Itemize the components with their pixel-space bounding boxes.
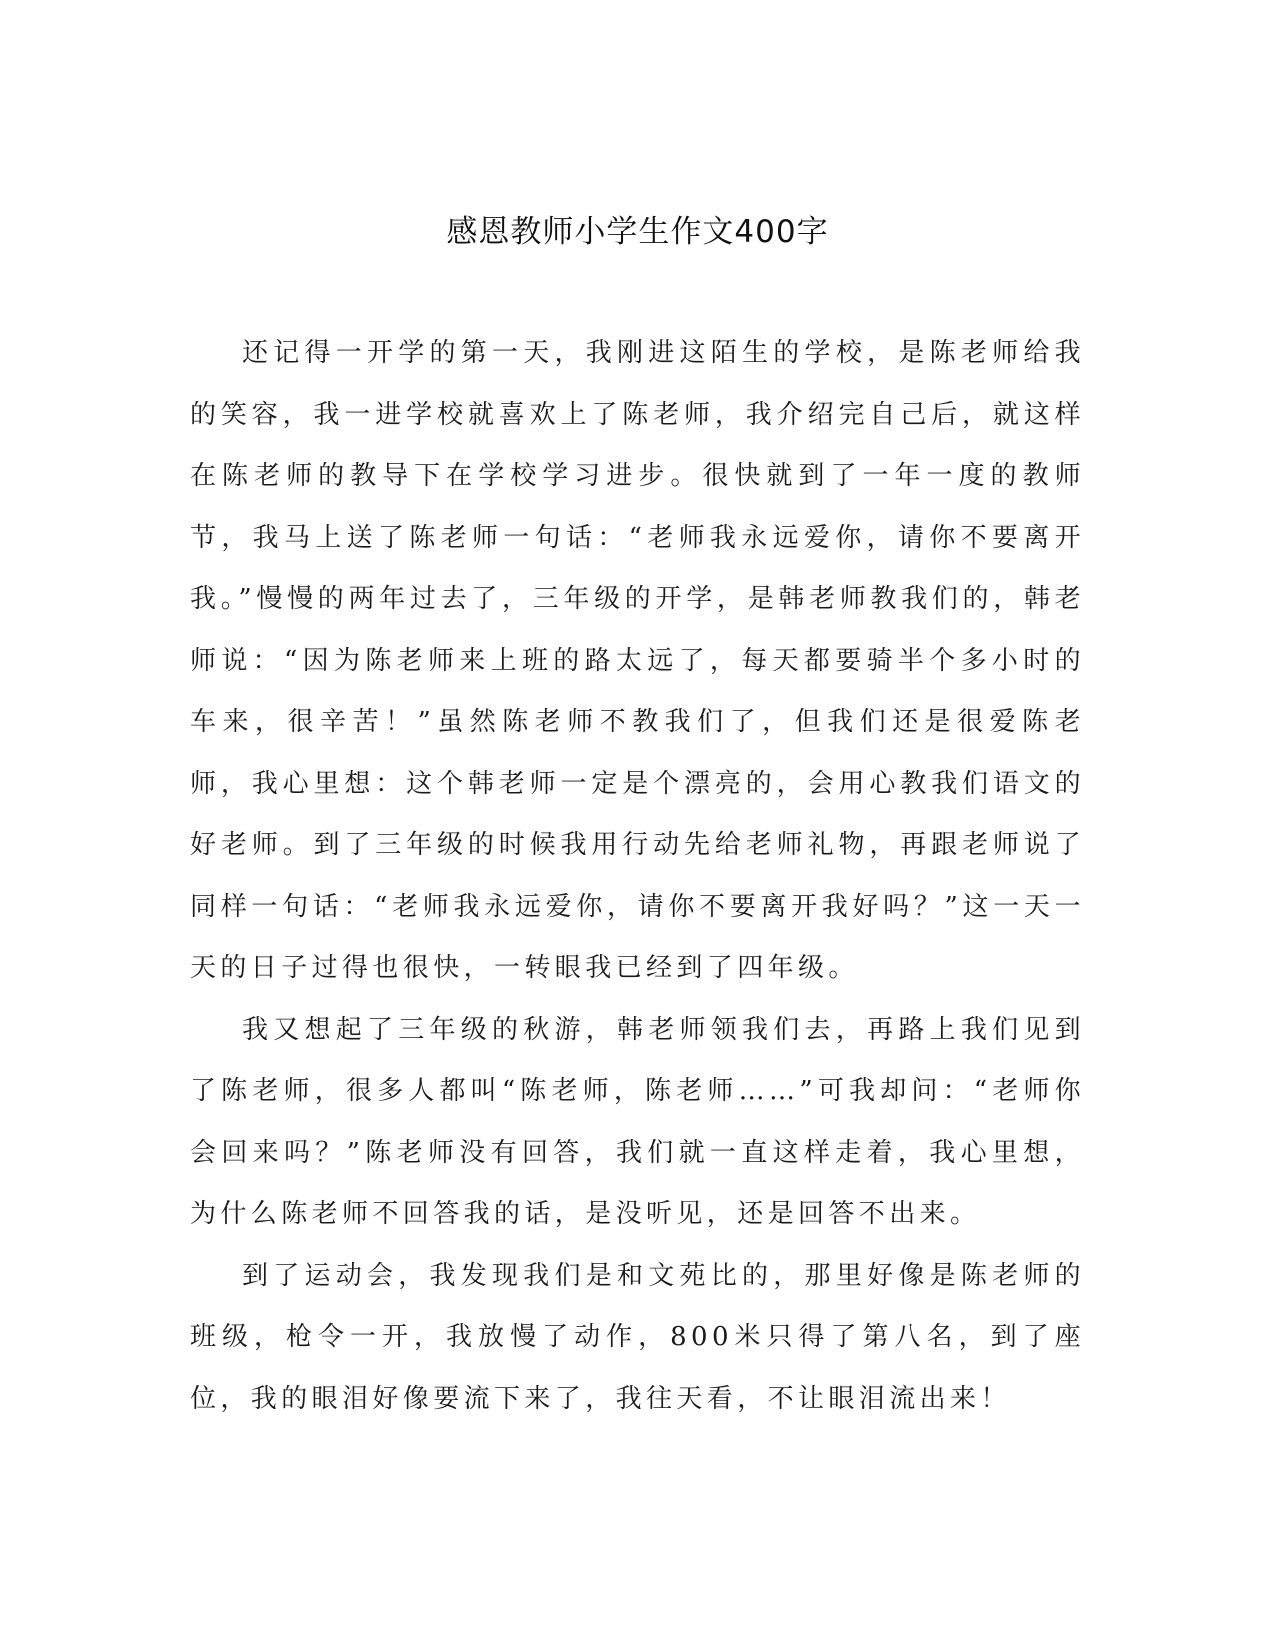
paragraph-3: 到了运动会，我发现我们是和文苑比的，那里好像是陈老师的班级，枪令一开，我放慢了动作，800米只得了第八名，到了座位，我的眼泪好像要流下来了，我往天看，不让眼泪流出来！ — [190, 1260, 1085, 1414]
paragraph-1: 还记得一开学的第一天，我刚进这陌生的学校，是陈老师给我的笑容，我一进学校就喜欢上了陈老师，我介绍完自己后，就这样在陈老师的教导下在学校学习进步。很快就到了一年一度的教师节，我马上送了陈老师一句话：“老师我永远爱你，请你不要离开我。”慢慢的两年过去了，三年级的开学，是韩老师教我们的，韩老师说：“因为陈老师来上班的路太远了，每天都要骑半个多小时的车来，很辛苦！”虽然陈老师不教我们了，但我们还是很爱陈老师，我心里想：这个韩老师一定是个漂亮的，会用心教我们语文的好老师。到了三年级的时候我用行动先给老师礼物，再跟老师说了同样一句话：“老师我永远爱你，请你不要离开我好吗？”这一天一天的日子过得也很快，一转眼我已经到了四年级。 — [190, 338, 1085, 983]
paragraph-2: 我又想起了三年级的秋游，韩老师领我们去，再路上我们见到了陈老师，很多人都叫“陈老师，陈老师……”可我却问：“老师你会回来吗？”陈老师没有回答，我们就一直这样走着，我心里想，为什么陈老师不回答我的话，是没听见，还是回答不出来。 — [190, 1014, 1085, 1229]
document-body — [190, 323, 1085, 1430]
document-title: 感恩教师小学生作文400字 — [446, 214, 829, 250]
